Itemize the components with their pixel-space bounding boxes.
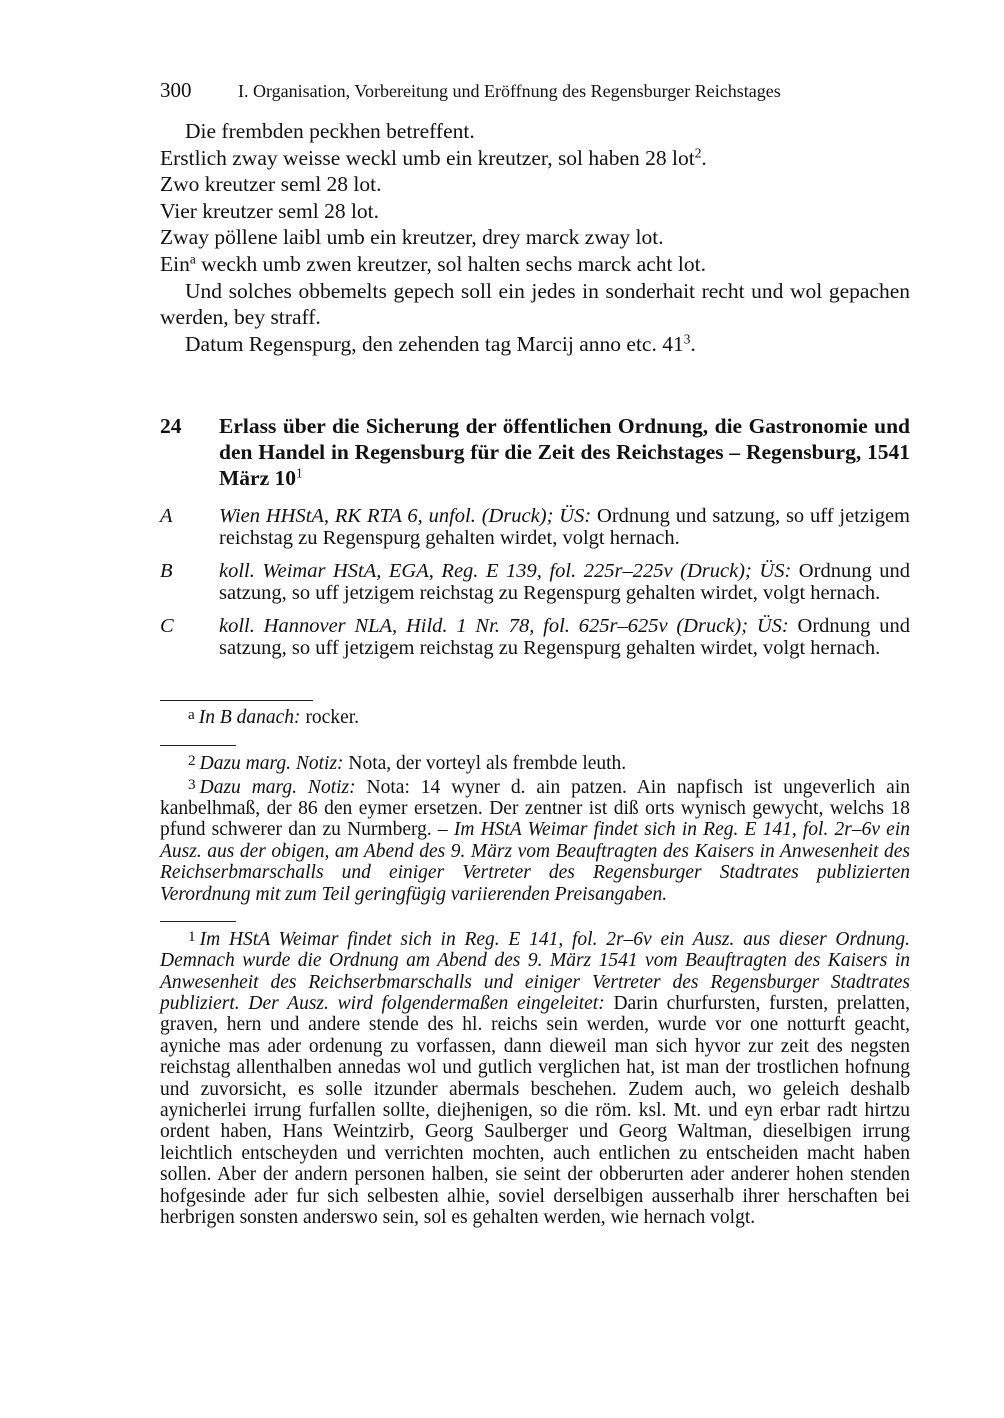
source-heading: Ordnung und satzung, so uff jetzigem reichstag zu Regenspurg gehalten wirdet, volgt hernach. [219, 615, 910, 660]
footnote-mark: 2 [188, 751, 196, 769]
footnote-ref[interactable]: a [189, 251, 196, 267]
source-description [219, 615, 910, 659]
paragraph [160, 145, 910, 172]
source-description [219, 560, 910, 604]
footnote [160, 774, 910, 905]
footnote-text: Nota, der vorteyl als frembde leuth. [343, 752, 627, 774]
source-entry [160, 505, 910, 549]
source-siglum: A [160, 505, 173, 528]
document-heading [160, 413, 910, 491]
footnote-label: Dazu marg. Notiz: [199, 776, 356, 798]
paragraph [160, 251, 910, 278]
footnote-commentary: Im HStA Weimar findet sich in Reg. E 141, fol. 2r–6v ein Ausz. aus dieser Ordnung. Demnach wurde die Ordnung am Abend des 9. März 1541 vom Beauftragten des Kaisers in Anwesenheit des Reichserbmarschalls und einiger Vertreter des Regensburger Stadtrates publiziert. Der Ausz. wird folgendermaßen eingeleitet: [160, 928, 910, 1014]
footnote-ref[interactable]: 2 [694, 145, 702, 161]
footnote-mark: a [188, 706, 195, 724]
text: Zwo kreutzer seml 28 lot. [160, 172, 382, 197]
text: Und solches obbemelts gepech soll ein jedes in sonderhait recht und wol gepachen werden, bey straff. [160, 278, 910, 330]
text: weckh umb zwen kreutzer, sol halten sechs marck acht lot. [195, 251, 706, 276]
source-reference: koll. Hannover NLA, Hild. 1 Nr. 78, fol. 625r–625v (Druck); ÜS: [219, 615, 789, 638]
footnote-mark: 1 [188, 927, 196, 945]
text: Datum Regenspurg, den zehenden tag Marcij anno etc. 41 [185, 331, 684, 356]
footnote-divider [160, 700, 313, 701]
source-siglum: B [160, 560, 173, 583]
source-heading: Ordnung und satzung, so uff jetzigem reichstag zu Regenspurg gehalten wirdet, volgt hernach. [219, 560, 910, 605]
paragraph [160, 331, 910, 358]
source-reference: koll. Weimar HStA, EGA, Reg. E 139, fol. 225r–225v (Druck); ÜS: [219, 560, 792, 583]
running-title: I. Organisation, Vorbereitung und Eröffnung des Regensburger Reichstages [238, 81, 781, 101]
text: Vier kreutzer seml 28 lot. [160, 198, 380, 223]
page-number: 300 [160, 78, 192, 102]
footnote-text: rocker. [300, 707, 360, 729]
text: Erstlich zway weisse weckl umb ein kreutzer, sol haben 28 lot [160, 145, 695, 170]
title-text: Erlass über die Sicherung der öffentlichen Ordnung, die Gastronomie und den Handel in Regensburg für die Zeit des Reichstages – Regensburg, 1541 März 10 [219, 414, 910, 491]
numbered-notes [160, 750, 910, 905]
source-siglum: C [160, 615, 174, 638]
footnote-commentary: Im HStA Weimar findet sich in Reg. E 141, fol. 2r–6v ein Ausz. aus der obigen, am Abend des 9. März vom Beauftragten des Kaisers in Anwesenheit des Reichserbmarschalls und einiger Vertreter des Regensburger Stadtrates publizierten Verordnung mit zum Teil geringfügig variierenden Preisangaben. [160, 819, 910, 905]
paragraph [160, 198, 910, 225]
page-header [160, 78, 910, 108]
paragraph [160, 278, 910, 331]
text: Ein [160, 251, 190, 276]
source-entry [160, 615, 910, 659]
footnote-divider [160, 921, 236, 922]
footnote-text: Darin churfursten, fursten, prelatten, graven, hern und andere stende des hl. reichs sein werden, wurde vor one notturft geacht, ayniche mas ader ordenung zu vorfassen, dann dieweil man sich hyvor zur zeit des negsten reichstag allenthalben annedas wol und gutlich verglichen hat, ist man der trostlichen hofnung und zuvorsicht, es solle itzunder abermals beschehen. Zudem auch, wo geleich deshalb aynicherlei irrung furfallen sollte, diejhenigen, so die röm. ksl. Mt. und eyn erbar radt hirtzu ordent haben, Hans Weintzirb, Georg Saulberger und Georg Waltman, dieselbigen irrung leichtlich entscheyden und verrichten mochten, auch entlichen zu entscheiden macht haben sollen. Aber der andern personen halben, sie seint der obberurten ader anderer hohen stenden hofgesinde ader fur sich selbesten alhie, soviel derselbigen ausserhalb ihrer herschaften bei herbrigen sonsten anderswo sein, sol es gehalten werden, wie hernach volgt. [160, 993, 910, 1229]
source-list [160, 505, 910, 659]
text-critical-notes [160, 704, 910, 728]
document-title [219, 413, 910, 491]
paragraph [160, 171, 910, 198]
footnote-label: In B danach: [198, 707, 301, 729]
footnote [160, 750, 910, 774]
footnote [160, 926, 910, 1228]
footnote-mark: 3 [188, 775, 196, 793]
document-number: 24 [160, 414, 182, 439]
source-reference: Wien HHStA, RK RTA 6, unfol. (Druck); ÜS: [219, 505, 592, 528]
footnote [160, 704, 910, 728]
source-description [219, 505, 910, 549]
document-notes [160, 926, 910, 1228]
main-text [160, 118, 910, 357]
footnote-divider [160, 745, 236, 746]
footnote-ref[interactable]: 1 [296, 466, 303, 482]
paragraph [160, 224, 910, 251]
source-heading: Ordnung und satzung, so uff jetzigem reichstag zu Regenspurg gehalten wirdet, volgt hernach. [219, 505, 910, 550]
footnote-text: Nota: 14 wyner d. ain patzen. Ain napfisch ist ungeverlich ain kanbelhmaß, der 86 den eymer ersetzen. Der zentner ist diß orts wynisch gewycht, welchs 18 pfund schwerer dan zu Nurmberg. – [160, 776, 910, 841]
text: . [690, 331, 696, 356]
footnote-label: Dazu marg. Notiz: [199, 752, 344, 774]
source-entry [160, 560, 910, 604]
text: Zway pöllene laibl umb ein kreutzer, drey marck zway lot. [160, 225, 664, 250]
footnote-ref[interactable]: 3 [683, 331, 691, 347]
paragraph [160, 118, 910, 145]
document-page [160, 78, 910, 1228]
text: Die frembden peckhen betreffent. [185, 119, 475, 143]
text: . [701, 145, 707, 170]
